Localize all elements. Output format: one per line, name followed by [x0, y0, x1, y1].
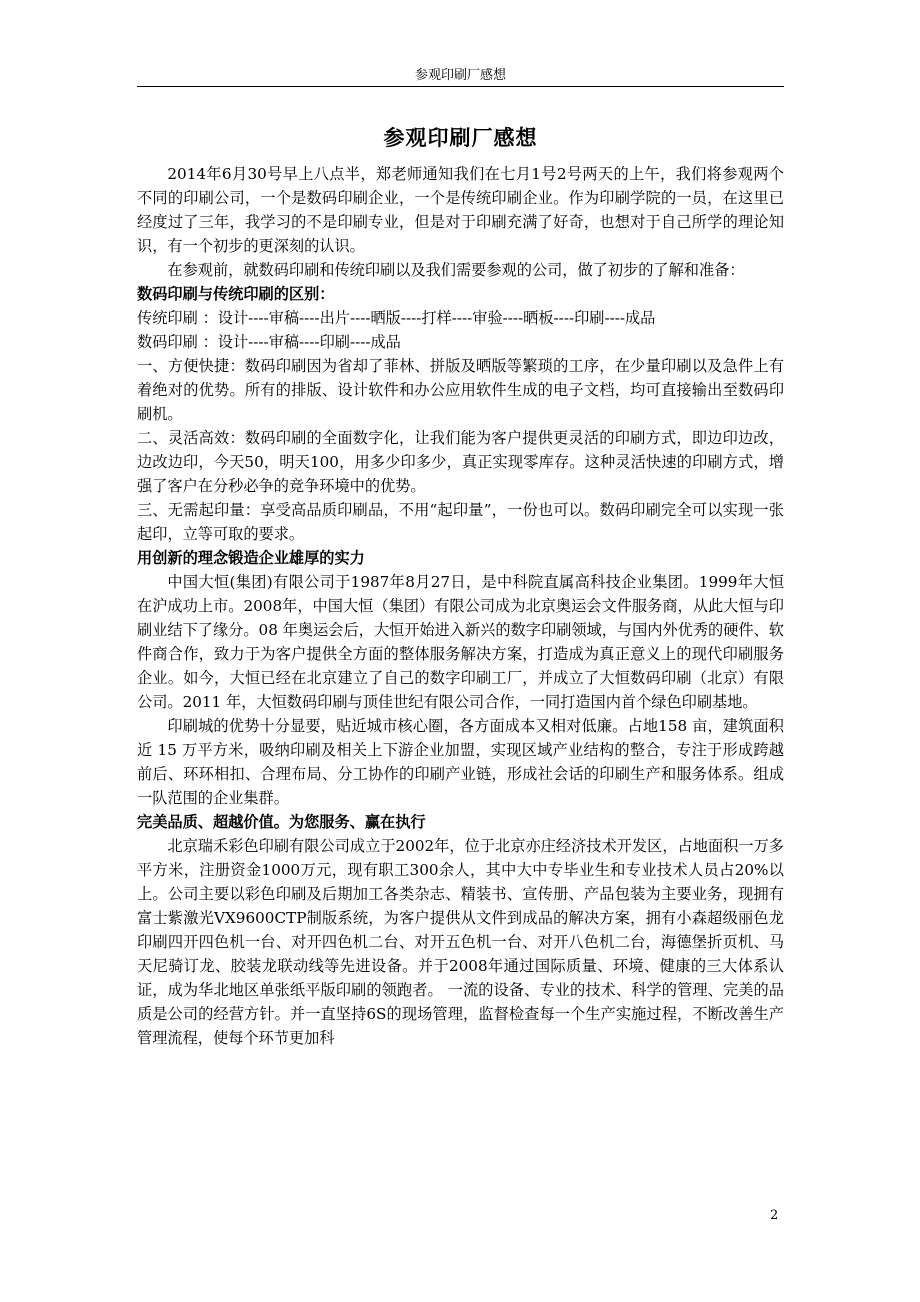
- page-title: 参观印刷厂感想: [383, 126, 538, 150]
- printing-city-paragraph: 印刷城的优势十分显要，贴近城市核心圈，各方面成本又相对低廉。占地158 亩，建筑面积近 15 万平方米，吸纳印刷及相关上下游企业加盟，实现区域产业结构的整合，专注于形成跨越前后、环环相扣、合理布局、分工协作的印刷产业链，形成社会话的印刷生产和服务体系。组成一队范围的企业集群。: [137, 717, 784, 807]
- running-header: 参观印刷厂感想: [414, 68, 506, 83]
- preparation-paragraph: 在参观前，就数码印刷和传统印刷以及我们需要参观的公司，做了初步的了解和准备：: [167, 261, 745, 279]
- page-number: 2: [770, 1208, 779, 1223]
- daheng-paragraph: 中国大恒(集团)有限公司于1987年8月27日，是中科院直属高科技企业集团。1999年大恒在沪成功上市。2008年，中国大恒（集团）有限公司成为北京奥运会文件服务商，从此大恒与印刷业结下了缘分。08 年奥运会后，大恒开始进入新兴的数字印刷领域，与国内外优秀的硬件、软件商合作，致力于为客户提供全方面的整体服务解决方案，打造成为真正意义上的现代印刷服务企业。如今，大恒已经在北京建立了自己的数字印刷工厂，并成立了大恒数码印刷（北京）有限公司。2011 年，大恒数码印刷与顶佳世纪有限公司合作，一同打造国内首个绿色印刷基地。: [137, 573, 784, 711]
- section-heading-quality: 完美品质、超越价值。为您服务、赢在执行: [137, 813, 426, 831]
- digital-process-line: 数码印刷 ：设计----审稿----印刷----成品: [137, 333, 401, 351]
- section-heading-innovation: 用创新的理念锻造企业雄厚的实力: [137, 549, 365, 567]
- advantage-flexible: 二、灵活高效：数码印刷的全面数字化，让我们能为客户提供更灵活的印刷方式，即边印边改，边改边印，今天50，明天100，用多少印多少，真正实现零库存。这种灵活快速的印刷方式，增强了客户在分秒必争的竞争环境中的优势。: [137, 429, 784, 495]
- document-body: [137, 162, 784, 1050]
- advantage-no-minimum: 三、无需起印量：享受高品质印刷品，不用“起印量”，一份也可以。数码印刷完全可以实现一张起印，立等可取的要求。: [137, 501, 784, 543]
- header-divider: [137, 86, 784, 87]
- ruihe-paragraph: 北京瑞禾彩色印刷有限公司成立于2002年，位于北京亦庄经济技术开发区，占地面积一万多平方米，注册资金1000万元，现有职工300余人，其中大中专毕业生和专业技术人员占20%以上。公司主要以彩色印刷及后期加工各类杂志、精装书、宣传册、产品包装为主要业务，现拥有富士紫激光VX9600CTP制版系统，为客户提供从文件到成品的解决方案，拥有小森超级丽色龙印刷四开四色机一台、对开四色机二台、对开五色机一台、对开八色机二台，海德堡折页机、马天尼骑订龙、胶装龙联动线等先进设备。并于2008年通过国际质量、环境、健康的三大体系认证，成为华北地区单张纸平版印刷的领跑者。 一流的设备、专业的技术、科学的管理、完美的品质是公司的经营方针。并一直坚持6S的现场管理，监督检查每一个生产实施过程，不断改善生产管理流程，使每个环节更加科: [137, 837, 784, 1047]
- intro-paragraph: 2014年6月30号早上八点半，郑老师通知我们在七月1号2号两天的上午，我们将参观两个不同的印刷公司，一个是数码印刷企业，一个是传统印刷企业。作为印刷学院的一员，在这里已经度过了三年，我学习的不是印刷专业，但是对于印刷充满了好奇，也想对于自己所学的理论知识，有一个初步的更深刻的认识。: [137, 165, 784, 255]
- section-heading-differences: 数码印刷与传统印刷的区别：: [137, 285, 335, 303]
- advantage-convenient: 一、方便快捷：数码印刷因为省却了菲林、拼版及晒版等繁琐的工序，在少量印刷以及急件上有着绝对的优势。所有的排版、设计软件和办公应用软件生成的电子文档，均可直接输出至数码印刷机。: [137, 357, 784, 423]
- traditional-process-line: 传统印刷 ：设计----审稿----出片----晒版----打样----审验----晒板----印刷----成品: [137, 309, 656, 327]
